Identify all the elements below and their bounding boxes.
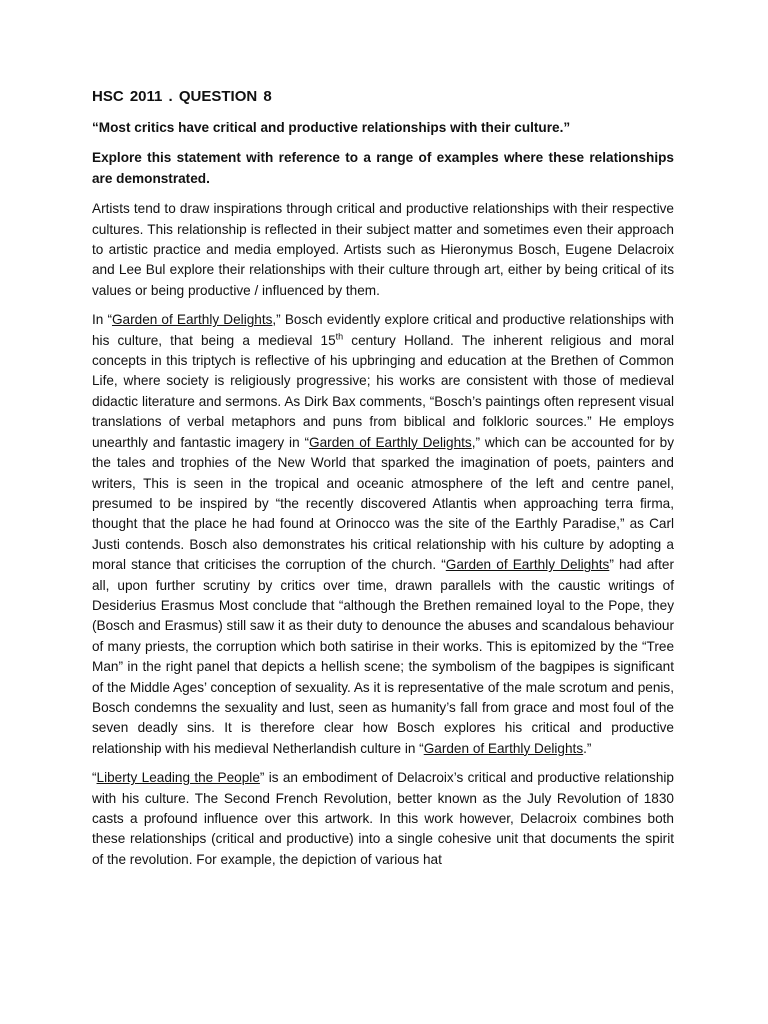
artwork-title: Garden of Earthly Delights — [309, 434, 472, 450]
text-run: .” — [583, 740, 592, 756]
artwork-title: Garden of Earthly Delights — [111, 312, 273, 328]
text-run: ,” which can be accounted for by the tales and trophies of the New World that sparked the imagination of poets, painters and writers, This is seen in the tropical and oceanic atmosphere of the left and centre panel, presumed to be inspired by “the recently discovered Atlantis when approaching terra firma, thought that the place he had found at Orinocco was the site of the Earthly Paradise,” as Carl Justi contends. Bosch also demonstrates his critical relationship with his culture by adopting a moral stance that criticises the corruption of the church. “ — [92, 434, 674, 573]
intro-paragraph: Artists tend to draw inspirations through critical and productive relationships with their respective cultures. This relationship is reflected in their subject matter and sometimes even their approach to artistic practice and media employed. Artists such as Hieronymus Bosch, Eugene Delacroix and Lee Bul explore their relationships with their culture through art, either by being critical of its values or being productive / influenced by them. — [92, 201, 674, 298]
delacroix-paragraph — [92, 768, 674, 870]
question-quote: “Most critics have critical and productive relationships with their culture.” — [92, 120, 571, 135]
artwork-title: Garden of Earthly Delights — [445, 557, 610, 573]
text-run: century Holland. The inherent religious and moral concepts in this triptych is reflective of his upbringing and education at the Brethen of Common Life, where society is religiously progressive; his works are consistent with those of medieval didactic literature and sermons. As Dirk Bax comments, “Bosch’s paintings often represent visual translations of verbal metaphors and puns from biblical and folkloric sources.” He employs unearthly and fantastic imagery in “ — [92, 332, 674, 450]
superscript: th — [335, 331, 344, 342]
text-run: ” is an embodiment of Delacroix’s critical and productive relationship with his culture. The Second French Revolution, better known as the July Revolution of 1830 casts a profound influence over this artwork. In this work however, Delacroix combines both these relationships (critical and productive) into a single cohesive unit that documents the spirit of the revolution. For example, the depiction of various hat — [92, 770, 674, 867]
bosch-paragraph — [92, 310, 674, 759]
page-title: HSC 2011 . QUESTION 8 — [92, 88, 272, 105]
text-run: In “ — [92, 312, 112, 328]
document-page — [92, 86, 674, 879]
text-run: “ — [92, 770, 97, 786]
artwork-title: Liberty Leading the People — [96, 770, 260, 786]
text-run: ,” Bosch evidently explore critical and productive relationships with his culture, that being a medieval 15 — [92, 312, 674, 348]
artwork-title: Garden of Earthly Delights — [423, 740, 584, 756]
text-run: ” had after all, upon further scrutiny by critics over time, drawn parallels with the caustic writings of Desiderius Erasmus Most conclude that “although the Brethen remained loyal to the Pope, they (Bosch and Erasmus) still saw it as their duty to denounce the abuses and scandalous behaviour of many priests, the corruption which both satirise in their works. This is epitomized by the “Tree Man” in the right panel that depicts a hellish scene; the symbolism of the bagpipes is significant of the Middle Ages’ conception of sexuality. As it is representative of the male scrotum and penis, Bosch condemns the sexuality and lust, seen as humanity’s fall from grace and most foul of the seven deadly sins. It is therefore clear how Bosch explores his critical and productive relationship with his medieval Netherlandish culture in “ — [92, 557, 674, 756]
question-instruction: Explore this statement with reference to a range of examples where these relationships are demonstrated. — [92, 150, 674, 186]
